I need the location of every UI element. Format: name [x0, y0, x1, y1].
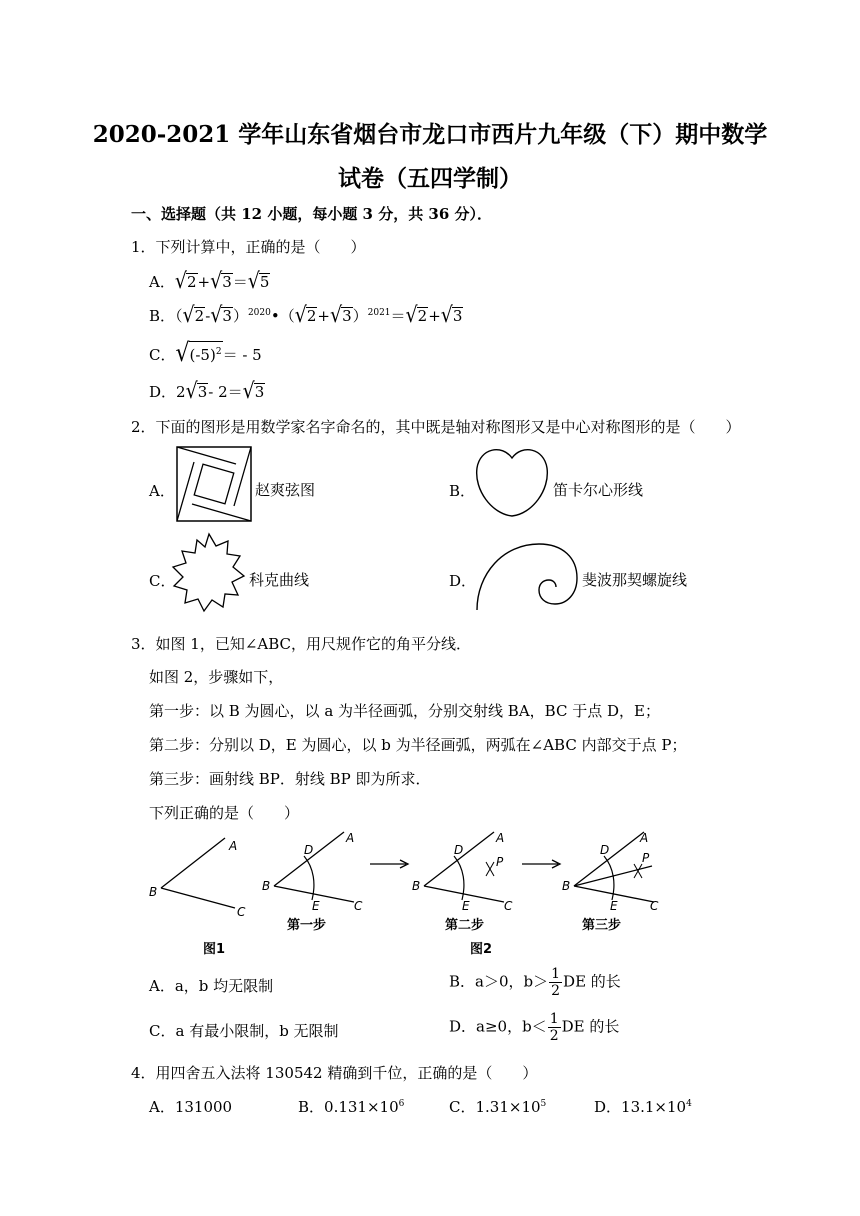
point-label: B	[262, 879, 271, 893]
q1-option-b: B．$(√2-√3)^{2020}•(√2+√3)^{2021}=√2+√3$	[149, 302, 463, 328]
point-label: D	[304, 843, 314, 857]
figure1-angle	[145, 830, 255, 920]
step3-caption: 第三步	[582, 918, 622, 933]
q2-c-label: C．	[149, 572, 176, 590]
koch-curve-figure	[170, 532, 248, 614]
point-label: P	[496, 855, 504, 869]
point-label: A	[229, 839, 238, 853]
point-label: A	[640, 831, 649, 845]
point-label: D	[600, 843, 610, 857]
q2-b-name: 笛卡尔心形线	[553, 481, 644, 499]
point-label: B	[412, 879, 421, 893]
q3-option-c: C．a 有最小限制，b 无限制	[149, 1022, 339, 1040]
point-label: B	[149, 885, 158, 899]
figure2-caption: 图2	[470, 942, 493, 957]
q3-line4: 第二步：分别以 D，E 为圆心，以 b 为半径画弧，两弧在∠ABC 内部交于点 P；	[149, 736, 687, 754]
point-label: B	[562, 879, 571, 893]
q1-option-c: C．$√(-5)^2= - 5$	[149, 339, 262, 368]
section-heading: 一、选择题（共 12 小题，每小题 3 分，共 36 分）．	[131, 205, 493, 223]
figure1-caption: 图1	[203, 942, 226, 957]
step1-caption: 第一步	[287, 918, 327, 933]
page-title-line1: 2020-2021 学年山东省烟台市龙口市西片九年级（下）期中数学	[92, 121, 768, 148]
q4-stem: 4．用四舍五入法将 130542 精确到千位，正确的是（ ）	[131, 1064, 538, 1082]
point-label: C	[650, 899, 659, 913]
point-label: C	[504, 899, 513, 913]
point-label: A	[346, 831, 355, 845]
q3-stem: 3．如图 1，已知∠ABC，用尺规作它的角平分线．	[131, 635, 472, 653]
page-title-line2: 试卷（五四学制）	[338, 165, 522, 192]
cardioid-figure	[474, 446, 550, 518]
q4-option-d: D．$13.1\times 10^4$	[594, 1098, 692, 1116]
step2-figure	[410, 828, 520, 918]
q3-line6: 下列正确的是（ ）	[149, 804, 300, 822]
q3-line5: 第三步：画射线 BP．射线 BP 即为所求．	[149, 770, 431, 788]
q3-option-d: D．a≥0，b＜ $\frac{1}{2}$ DE 的长	[449, 1011, 620, 1044]
q2-a-name: 赵爽弦图	[255, 481, 316, 499]
q3-line2: 如图 2，步骤如下，	[149, 668, 284, 686]
q2-c-name: 科克曲线	[249, 571, 310, 589]
point-label: D	[454, 843, 464, 857]
point-label: A	[496, 831, 505, 845]
point-label: C	[354, 899, 363, 913]
q2-stem: 2．下面的图形是用数学家名字命名的，其中既是轴对称图形又是中心对称图形的是（ ）	[131, 418, 741, 436]
fibonacci-spiral-figure	[473, 540, 583, 612]
q4-option-c: C．$1.31\times 10^5$	[449, 1098, 547, 1116]
arrow-right-icon	[368, 858, 412, 870]
q2-b-label: B．	[449, 482, 476, 500]
arrow-right-icon	[520, 858, 564, 870]
step3-figure	[560, 828, 670, 918]
q1-option-d: D．2√3- 2＝√3	[149, 378, 265, 404]
point-label: P	[642, 851, 650, 865]
step1-figure	[260, 828, 370, 918]
q3-option-a: A．a，b 均无限制	[149, 977, 274, 995]
step2-caption: 第二步	[445, 918, 485, 933]
q3-line3: 第一步：以 B 为圆心，以 a 为半径画弧，分别交射线 BA，BC 于点 D，E；	[149, 702, 660, 720]
q2-d-name: 斐波那契螺旋线	[582, 571, 688, 589]
q4-option-a: A．131000	[149, 1098, 233, 1116]
q2-d-label: D．	[449, 572, 477, 590]
q4-option-b: B．$0.131\times 10^6$	[298, 1098, 405, 1116]
point-label: E	[462, 899, 470, 913]
q2-a-label: A．	[149, 482, 175, 500]
q1-option-a: A．√2+√3＝√5	[149, 268, 270, 294]
zhao-shuang-figure	[176, 446, 252, 522]
q3-option-b: B．a＞0，b＞ $\frac{1}{2}$ DE 的长	[449, 966, 621, 999]
point-label: C	[237, 905, 246, 919]
point-label: E	[312, 899, 320, 913]
q1-stem: 1．下列计算中，正确的是（ ）	[131, 238, 366, 256]
point-label: E	[610, 899, 618, 913]
